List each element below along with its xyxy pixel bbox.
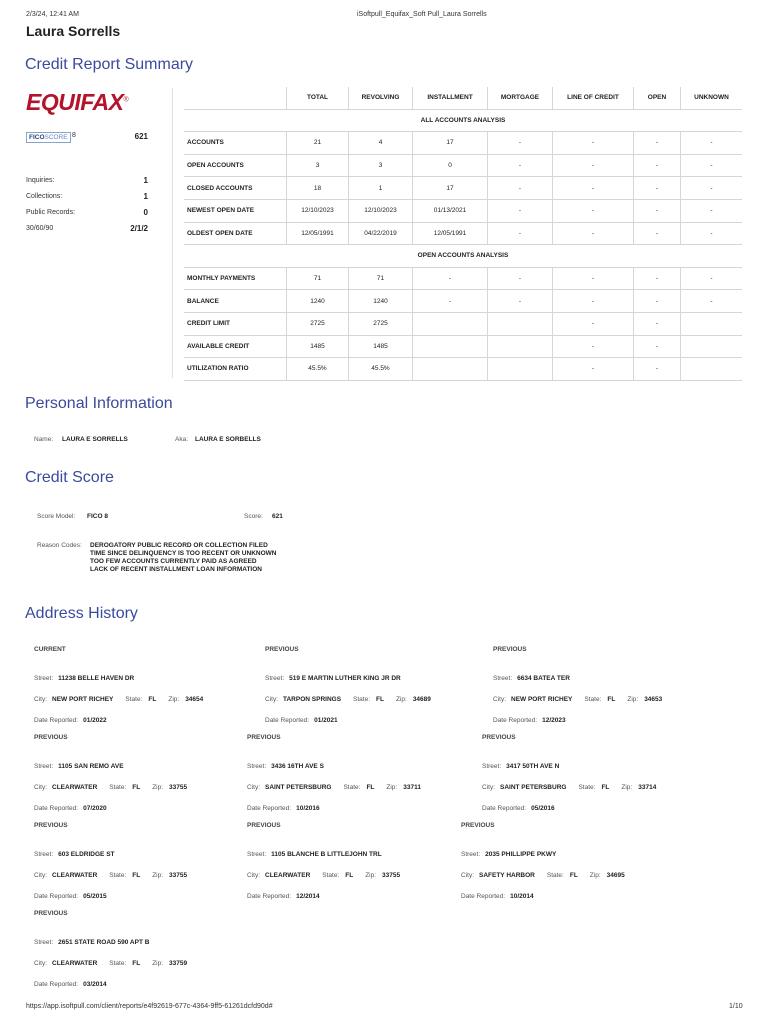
name-label: Name:: [34, 436, 54, 443]
table-cell: -: [488, 154, 553, 177]
date-reported-value: 10/2014: [510, 893, 534, 900]
row-label: ACCOUNTS: [184, 132, 287, 155]
table-cell: -: [553, 222, 634, 245]
zip-value: 34695: [606, 872, 625, 879]
address-entry: [493, 646, 713, 730]
street-value: 2035 PHILLIPPE PKWY: [485, 851, 557, 858]
city-label: City:: [265, 696, 278, 703]
table-cell: -: [634, 222, 681, 245]
table-cell: 1485: [349, 335, 413, 358]
table-cell: 2725: [287, 312, 349, 335]
section-open-accounts: [184, 245, 742, 268]
col-header-revolving: REVOLVING: [349, 87, 413, 109]
table-cell: -: [553, 290, 634, 313]
state-value: FL: [376, 696, 384, 703]
score-model-label: Score Model:: [37, 513, 76, 520]
table-cell: -: [681, 290, 743, 313]
table-cell: [488, 335, 553, 358]
zip-value: 34654: [185, 696, 204, 703]
row-label: CREDIT LIMIT: [184, 312, 287, 335]
state-label: State:: [353, 696, 371, 703]
row-label: NEWEST OPEN DATE: [184, 199, 287, 222]
address-type: PREVIOUS: [493, 646, 527, 653]
table-cell: 1485: [287, 335, 349, 358]
person-name-title: Laura Sorrells: [26, 23, 121, 39]
col-header-open: OPEN: [634, 87, 681, 109]
table-cell: 71: [287, 267, 349, 290]
city-line: [461, 864, 681, 885]
stat-label: 30/60/90: [26, 225, 54, 232]
reason-codes-list: [90, 542, 276, 574]
section-title-summary: Credit Report Summary: [25, 56, 194, 73]
stat-label: Collections:: [26, 193, 63, 200]
zip-label: Zip:: [386, 784, 398, 791]
registered-mark: ®: [123, 96, 129, 104]
street-label: Street:: [265, 675, 285, 682]
street-label: Street:: [482, 763, 502, 770]
street-line: [247, 755, 467, 776]
table-cell: 18: [287, 177, 349, 200]
city-label: City:: [493, 696, 506, 703]
state-label: State:: [578, 784, 596, 791]
address-entry: [247, 734, 467, 818]
table-cell: -: [488, 222, 553, 245]
col-header-total: TOTAL: [287, 87, 349, 109]
row-label: OLDEST OPEN DATE: [184, 222, 287, 245]
street-value: 1105 BLANCHE B LITTLEJOHN TRL: [271, 851, 382, 858]
zip-value: 33755: [382, 872, 401, 879]
date-line: [247, 885, 467, 906]
table-cell: [681, 312, 743, 335]
address-entry: [247, 822, 467, 906]
address-entry: [34, 910, 254, 994]
state-label: State:: [109, 960, 127, 967]
street-line: [34, 755, 254, 776]
address-entry: [34, 822, 254, 906]
zip-value: 34689: [412, 696, 431, 703]
table-row: [184, 335, 742, 358]
street-line: [493, 667, 713, 688]
date-line: [493, 709, 713, 730]
accounts-summary-table: [184, 87, 742, 381]
table-cell: -: [634, 312, 681, 335]
street-value: 519 E MARTIN LUTHER KING JR DR: [289, 675, 401, 682]
state-value: FL: [132, 872, 141, 879]
date-reported-value: 01/2022: [83, 717, 107, 724]
date-reported-label: Date Reported:: [34, 893, 79, 900]
street-value: 3436 16TH AVE S: [271, 763, 324, 770]
city-value: CLEARWATER: [52, 872, 98, 879]
table-cell: -: [681, 132, 743, 155]
address-type: PREVIOUS: [247, 822, 281, 829]
table-cell: [488, 312, 553, 335]
zip-label: Zip:: [395, 696, 407, 703]
city-value: CLEARWATER: [52, 960, 98, 967]
date-reported-label: Date Reported:: [265, 717, 310, 724]
score-value: 621: [272, 513, 283, 520]
state-value: FL: [366, 784, 375, 791]
street-label: Street:: [461, 851, 481, 858]
aka-label: Aka:: [175, 436, 189, 443]
date-reported-label: Date Reported:: [461, 893, 506, 900]
street-label: Street:: [247, 851, 267, 858]
fico-score-badge: [26, 132, 71, 143]
street-line: [34, 667, 254, 688]
section-all-accounts: [184, 109, 742, 132]
table-row: [184, 199, 742, 222]
summary-divider: [172, 88, 173, 378]
city-line: [34, 776, 254, 797]
state-label: State:: [343, 784, 361, 791]
fico-badge-b: SCORE: [44, 134, 68, 141]
zip-label: Zip:: [365, 872, 377, 879]
city-value: TARPON SPRINGS: [283, 696, 342, 703]
date-line: [34, 797, 254, 818]
date-reported-value: 03/2014: [83, 981, 107, 988]
street-line: [34, 931, 254, 952]
state-value: FL: [569, 872, 578, 879]
street-label: Street:: [34, 675, 54, 682]
state-value: FL: [132, 960, 141, 967]
address-type: PREVIOUS: [247, 734, 281, 741]
date-line: [265, 709, 485, 730]
street-value: 2651 STATE ROAD 590 APT B: [58, 939, 150, 946]
section-title-personal: Personal Information: [25, 395, 173, 412]
street-value: 3417 50TH AVE N: [506, 763, 560, 770]
row-label: UTILIZATION RATIO: [184, 358, 287, 381]
address-entry: [34, 734, 254, 818]
street-label: Street:: [34, 939, 54, 946]
row-label: BALANCE: [184, 290, 287, 313]
state-value: FL: [148, 696, 157, 703]
city-value: SAINT PETERSBURG: [500, 784, 567, 791]
zip-label: Zip:: [152, 872, 164, 879]
table-cell: -: [681, 267, 743, 290]
address-type: PREVIOUS: [34, 822, 68, 829]
row-label: CLOSED ACCOUNTS: [184, 177, 287, 200]
table-cell: 45.5%: [287, 358, 349, 381]
table-cell: 71: [349, 267, 413, 290]
col-header-mortgage: MORTGAGE: [488, 87, 553, 109]
table-cell: 0: [413, 154, 488, 177]
table-row: [184, 132, 742, 155]
date-line: [482, 797, 702, 818]
table-cell: -: [553, 267, 634, 290]
table-cell: 12/05/1991: [287, 222, 349, 245]
zip-value: 33711: [403, 784, 421, 791]
reason-code: LACK OF RECENT INSTALLMENT LOAN INFORMATION: [90, 566, 262, 573]
city-line: [34, 952, 254, 973]
state-label: State:: [109, 872, 127, 879]
stat-value: 1: [143, 192, 148, 201]
zip-label: Zip:: [168, 696, 180, 703]
zip-value: 33755: [169, 784, 188, 791]
table-cell: -: [553, 177, 634, 200]
stat-value: 2/1/2: [130, 224, 148, 233]
logo-text: EQUIFAX: [26, 89, 124, 115]
date-reported-label: Date Reported:: [247, 893, 292, 900]
table-cell: 1240: [287, 290, 349, 313]
city-value: SAFETY HARBOR: [479, 872, 535, 879]
table-cell: 04/22/2019: [349, 222, 413, 245]
table-cell: 17: [413, 132, 488, 155]
table-cell: -: [681, 154, 743, 177]
address-type: PREVIOUS: [265, 646, 299, 653]
street-line: [247, 843, 467, 864]
city-line: [247, 864, 467, 885]
table-cell: -: [634, 199, 681, 222]
table-cell: -: [488, 177, 553, 200]
section-all-accounts-label: ALL ACCOUNTS ANALYSIS: [184, 109, 742, 132]
print-doc-title: iSoftpull_Equifax_Soft Pull_Laura Sorrells: [357, 11, 487, 18]
date-line: [34, 709, 254, 730]
state-value: FL: [601, 784, 610, 791]
address-entry: [482, 734, 702, 818]
row-label: OPEN ACCOUNTS: [184, 154, 287, 177]
city-label: City:: [247, 872, 260, 879]
state-label: State:: [584, 696, 602, 703]
table-cell: [488, 358, 553, 381]
date-reported-value: 12/2014: [296, 893, 320, 900]
zip-value: 33714: [638, 784, 657, 791]
street-label: Street:: [34, 851, 54, 858]
city-line: [493, 688, 713, 709]
row-label: MONTHLY PAYMENTS: [184, 267, 287, 290]
street-value: 603 ELDRIDGE ST: [58, 851, 115, 858]
table-cell: 21: [287, 132, 349, 155]
table-cell: 2725: [349, 312, 413, 335]
city-label: City:: [34, 696, 47, 703]
street-value: 11238 BELLE HAVEN DR: [58, 675, 135, 682]
table-cell: -: [553, 154, 634, 177]
zip-label: Zip:: [621, 784, 633, 791]
table-cell: 1: [349, 177, 413, 200]
zip-value: 34653: [644, 696, 663, 703]
table-cell: 3: [287, 154, 349, 177]
table-cell: -: [413, 290, 488, 313]
table-cell: -: [553, 132, 634, 155]
table-cell: [681, 358, 743, 381]
date-line: [247, 797, 467, 818]
state-label: State:: [322, 872, 340, 879]
table-cell: -: [634, 335, 681, 358]
city-value: NEW PORT RICHEY: [511, 696, 573, 703]
address-type: PREVIOUS: [461, 822, 495, 829]
date-reported-label: Date Reported:: [34, 805, 79, 812]
table-row: [184, 358, 742, 381]
score-model-value: FICO 8: [87, 513, 108, 520]
city-line: [34, 688, 254, 709]
table-cell: -: [488, 267, 553, 290]
state-value: FL: [345, 872, 354, 879]
state-value: FL: [607, 696, 616, 703]
zip-value: 33755: [169, 872, 188, 879]
state-value: FL: [132, 784, 141, 791]
stat-label: Inquiries:: [26, 177, 55, 184]
city-label: City:: [34, 872, 47, 879]
table-cell: -: [634, 267, 681, 290]
date-reported-label: Date Reported:: [482, 805, 527, 812]
state-label: State:: [109, 784, 127, 791]
fico-version: 8: [72, 132, 76, 139]
table-cell: -: [553, 335, 634, 358]
city-line: [482, 776, 702, 797]
table-cell: -: [553, 358, 634, 381]
address-type: CURRENT: [34, 646, 66, 653]
table-cell: -: [553, 199, 634, 222]
table-cell: [413, 335, 488, 358]
table-cell: -: [413, 267, 488, 290]
city-value: SAINT PETERSBURG: [265, 784, 332, 791]
date-reported-value: 05/2016: [531, 805, 555, 812]
state-label: State:: [125, 696, 143, 703]
table-cell: -: [634, 177, 681, 200]
table-cell: [681, 335, 743, 358]
stat-value: 1: [143, 176, 148, 185]
state-label: State:: [546, 872, 564, 879]
reason-code: DEROGATORY PUBLIC RECORD OR COLLECTION FILED: [90, 542, 268, 549]
print-datetime: 2/3/24, 12:41 AM: [26, 11, 79, 18]
date-line: [34, 885, 254, 906]
city-line: [247, 776, 467, 797]
table-cell: 3: [349, 154, 413, 177]
date-reported-label: Date Reported:: [34, 717, 79, 724]
section-title-address: Address History: [25, 605, 138, 622]
section-open-accounts-label: OPEN ACCOUNTS ANALYSIS: [184, 245, 742, 268]
footer-page-number: 1/10: [729, 1003, 743, 1010]
reason-code: TOO FEW ACCOUNTS CURRENTLY PAID AS AGREED: [90, 558, 257, 565]
col-header-line-of-credit: LINE OF CREDIT: [553, 87, 634, 109]
zip-label: Zip:: [152, 784, 164, 791]
table-row: [184, 290, 742, 313]
street-line: [482, 755, 702, 776]
street-line: [265, 667, 485, 688]
table-cell: -: [634, 132, 681, 155]
table-cell: -: [634, 358, 681, 381]
score-label: Score:: [244, 513, 263, 520]
stat-label: Public Records:: [26, 209, 76, 216]
table-cell: -: [634, 154, 681, 177]
reason-codes-label: Reason Codes:: [37, 542, 82, 549]
street-label: Street:: [247, 763, 267, 770]
table-cell: -: [681, 199, 743, 222]
table-cell: 12/10/2023: [287, 199, 349, 222]
table-cell: [413, 358, 488, 381]
table-cell: -: [488, 290, 553, 313]
date-line: [461, 885, 681, 906]
address-entry: [34, 646, 254, 730]
street-value: 1105 SAN REMO AVE: [58, 763, 124, 770]
address-type: PREVIOUS: [34, 734, 68, 741]
footer-url: https://app.isoftpull.com/client/reports/e4f92619-677c-4364-9ff5-61261dcfd90d#: [26, 1003, 273, 1010]
city-value: CLEARWATER: [265, 872, 311, 879]
table-cell: -: [681, 222, 743, 245]
row-label: AVAILABLE CREDIT: [184, 335, 287, 358]
zip-label: Zip:: [152, 960, 164, 967]
zip-label: Zip:: [589, 872, 601, 879]
table-cell: [413, 312, 488, 335]
table-row: [184, 267, 742, 290]
street-line: [34, 843, 254, 864]
table-cell: -: [488, 199, 553, 222]
table-row: [184, 177, 742, 200]
city-label: City:: [482, 784, 495, 791]
fico-badge-a: FICO: [29, 134, 45, 141]
table-cell: -: [634, 290, 681, 313]
date-reported-label: Date Reported:: [247, 805, 292, 812]
street-value: 6634 BATEA TER: [517, 675, 570, 682]
col-header-unknown: UNKNOWN: [681, 87, 743, 109]
street-label: Street:: [34, 763, 54, 770]
date-reported-value: 01/2021: [314, 717, 338, 724]
name-value: LAURA E SORRELLS: [62, 436, 128, 443]
address-entry: [461, 822, 681, 906]
table-cell: 1240: [349, 290, 413, 313]
table-cell: 45.5%: [349, 358, 413, 381]
street-label: Street:: [493, 675, 513, 682]
equifax-logo: [26, 89, 128, 116]
stat-value: 0: [143, 208, 148, 217]
table-cell: 01/13/2021: [413, 199, 488, 222]
zip-value: 33759: [169, 960, 188, 967]
address-entry: [265, 646, 485, 730]
table-cell: 12/05/1991: [413, 222, 488, 245]
table-cell: 17: [413, 177, 488, 200]
city-label: City:: [34, 784, 47, 791]
table-cell: 12/10/2023: [349, 199, 413, 222]
date-reported-label: Date Reported:: [34, 981, 79, 988]
city-label: City:: [461, 872, 474, 879]
table-cell: -: [553, 312, 634, 335]
table-row: [184, 154, 742, 177]
city-label: City:: [247, 784, 260, 791]
date-reported-label: Date Reported:: [493, 717, 538, 724]
fico-score-value: 621: [134, 132, 148, 141]
zip-label: Zip:: [627, 696, 639, 703]
date-line: [34, 973, 254, 994]
date-reported-value: 10/2016: [296, 805, 320, 812]
aka-value: LAURA E SORBELLS: [195, 436, 261, 443]
table-row: [184, 312, 742, 335]
city-label: City:: [34, 960, 47, 967]
date-reported-value: 05/2015: [83, 893, 107, 900]
section-title-score: Credit Score: [25, 469, 114, 486]
col-header-installment: INSTALLMENT: [413, 87, 488, 109]
address-type: PREVIOUS: [482, 734, 516, 741]
table-cell: -: [681, 177, 743, 200]
table-header-row: [184, 87, 742, 109]
reason-code: TIME SINCE DELINQUENCY IS TOO RECENT OR UNKNOWN: [90, 550, 277, 557]
table-header-empty: [184, 87, 287, 109]
date-reported-value: 12/2023: [542, 717, 566, 724]
address-type: PREVIOUS: [34, 910, 68, 917]
street-line: [461, 843, 681, 864]
city-value: CLEARWATER: [52, 784, 98, 791]
table-cell: 4: [349, 132, 413, 155]
table-cell: -: [488, 132, 553, 155]
city-line: [265, 688, 485, 709]
city-line: [34, 864, 254, 885]
city-value: NEW PORT RICHEY: [52, 696, 114, 703]
table-row: [184, 222, 742, 245]
date-reported-value: 07/2020: [83, 805, 107, 812]
